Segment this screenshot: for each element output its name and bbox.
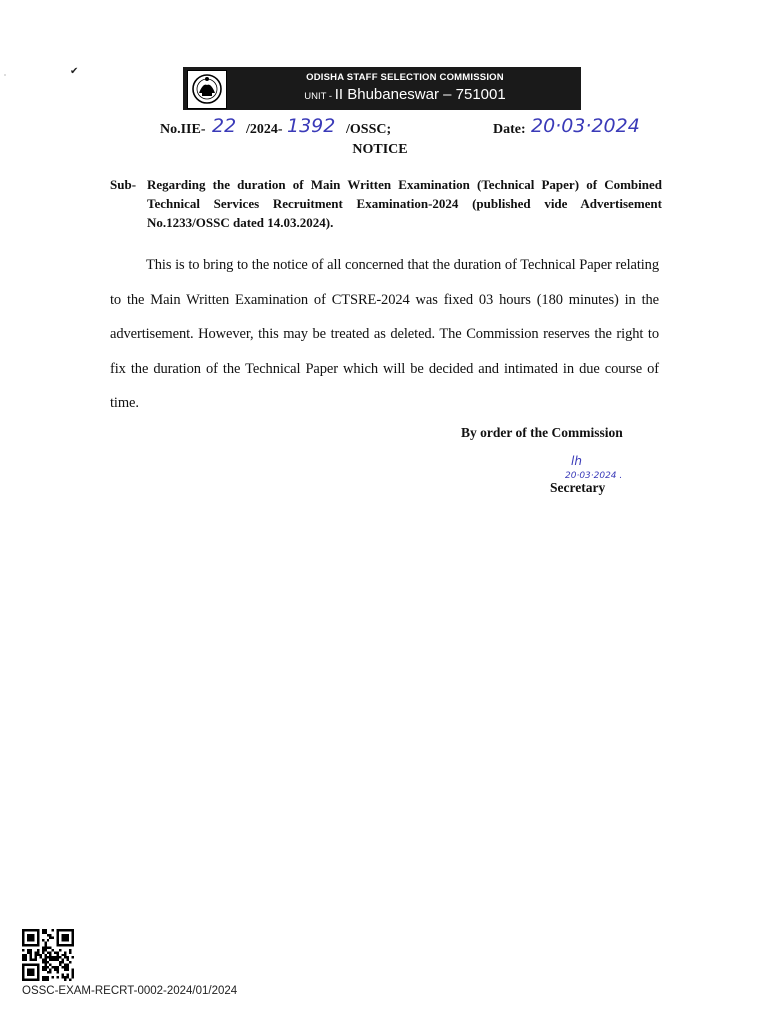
ref-prefix: No.IIE- (160, 122, 206, 137)
date-handwritten: 20·03·2024 (531, 115, 640, 137)
document-code: OSSC-EXAM-RECRT-0002-2024/01/2024 (22, 985, 238, 997)
notice-body: This is to bring to the notice of all concerned that the duration of Technical Paper relating to the Main Written Examination of CTSRE-2024 was fixed 03 hours (180 minutes) in the advertisement. However, this may be treated as deleted. The Commission reserves the right to fix the duration of the Technical Paper which will be decided and intimated in due course of time. (110, 257, 659, 412)
ref-suffix: /OSSC; (346, 122, 392, 137)
ref-number-handwritten: 22 (212, 115, 237, 137)
subject-label: Sub- (110, 177, 137, 192)
header-banner (183, 67, 581, 110)
unit-address: II Bhubaneswar – 751001 (334, 86, 506, 103)
by-order-line: By order of the Commission (461, 425, 623, 440)
date-label: Date: (493, 122, 526, 137)
signature-initial: lh (571, 454, 582, 468)
signature-date: 20·03·2024 . (565, 471, 623, 481)
scan-mark: ✔ (70, 66, 79, 77)
ref-middle: /2024- (246, 122, 283, 137)
notice-title: NOTICE (352, 142, 408, 157)
unit-address-line (233, 86, 577, 103)
organization-name: ODISHA STAFF SELECTION COMMISSION (306, 72, 504, 83)
qr-code-icon (22, 929, 74, 981)
subject-block (110, 175, 662, 232)
ref-serial-handwritten: 1392 (287, 115, 336, 137)
reference-line (160, 117, 650, 141)
unit-label: UNIT - (304, 91, 335, 102)
odisha-emblem-icon (187, 70, 227, 109)
subject-text: Regarding the duration of Main Written Examination (Technical Paper) of Combined Technical Services Recruitment Examination-2024 (published vide Advertisement No.1233/OSSC dated 14.03.2024). (147, 177, 662, 230)
scan-speck (4, 74, 6, 76)
designation: Secretary (550, 480, 606, 495)
